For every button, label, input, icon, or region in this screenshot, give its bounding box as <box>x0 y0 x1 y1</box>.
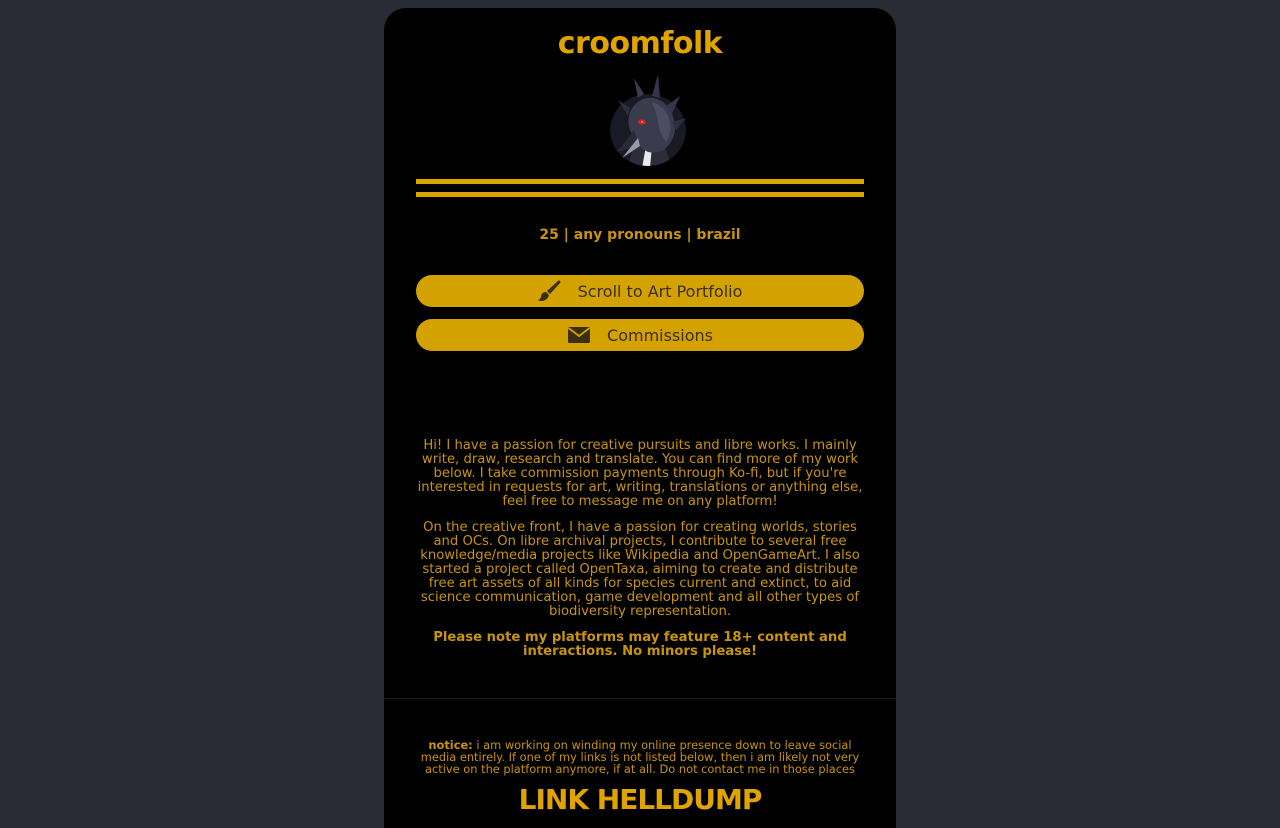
profile-card <box>384 8 896 828</box>
notice-text <box>420 739 860 775</box>
dragon-avatar-image <box>608 72 688 168</box>
avatar <box>608 72 688 168</box>
bio-paragraph-content-warning: Please note my platforms may feature 18+ content and interactions. No minors please! <box>433 630 847 659</box>
commissions-label: Commissions <box>607 325 713 345</box>
section-divider <box>384 698 896 699</box>
scroll-to-art-portfolio-button[interactable] <box>416 275 864 307</box>
commissions-button[interactable] <box>416 319 864 351</box>
links-heading: LINK HELLDUMP <box>518 783 762 816</box>
divider-line-top <box>416 179 864 184</box>
paintbrush-icon <box>538 280 562 302</box>
envelope-icon <box>567 326 591 344</box>
bio-paragraph-intro: Hi! I have a passion for creative pursuits and libre works. I mainly write, draw, research and translate. You can find more of my work below. I take commission payments through Ko-fi, but if you're interested in requests for art, writing, translations or anything else, feel free to message me on any platform! <box>417 438 863 509</box>
profile-tagline: 25 | any pronouns | brazil <box>539 227 741 243</box>
notice-label: notice: <box>428 738 473 752</box>
divider-line-bottom <box>416 192 864 197</box>
page-title: croomfolk <box>557 26 723 61</box>
bio-paragraph-creative: On the creative front, I have a passion for creating worlds, stories and OCs. On libre archival projects, I contribute to several free knowledge/media projects like Wikipedia and OpenGameArt. I also started a project called OpenTaxa, aiming to create and distribute free art assets of all kinds for species current and extinct, to aid science communication, game development and all other types of biodiversity representation. <box>420 520 860 619</box>
scroll-to-art-portfolio-label: Scroll to Art Portfolio <box>577 281 743 301</box>
notice-body: i am working on winding my online presence down to leave social media entirely. If one of my links is not listed below, then i am likely not very active on the platform anymore, if at all. Do not contact me in those places <box>420 738 860 776</box>
